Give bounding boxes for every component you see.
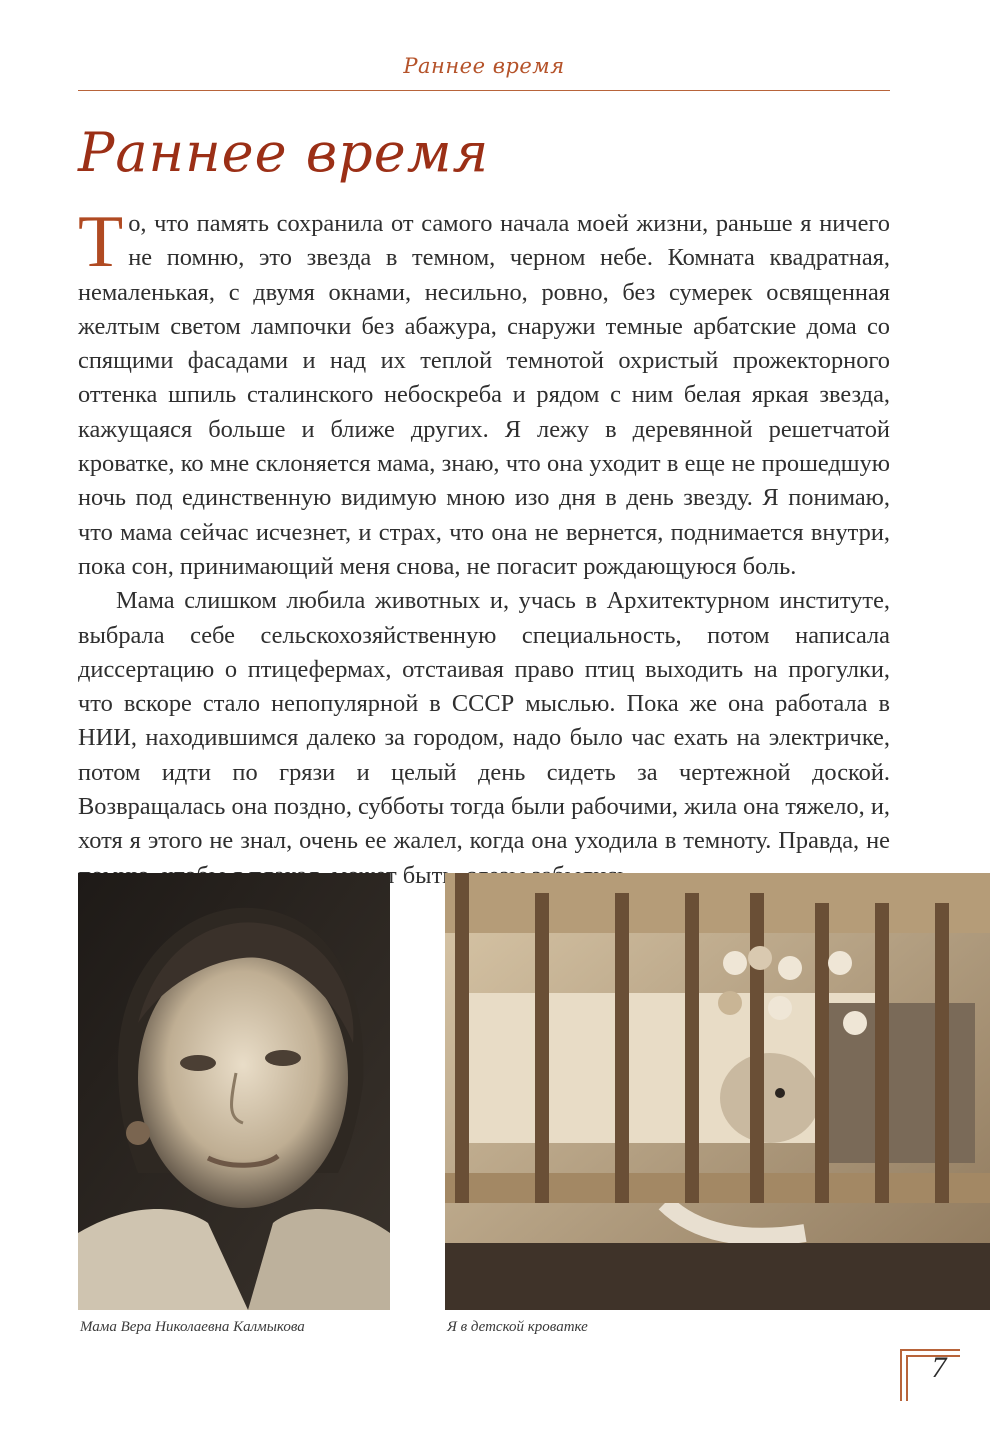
running-head-title: Раннее время: [403, 54, 565, 78]
paragraph-2: Мама слишком любила животных и, учась в Архитектурном институте, выбрала себе сельскохозяйственную специальность, потом написала диссертацию о птицефермах, отстаивая право птиц выходить на прогулки, что вскоре стало непопулярной в СССР мыслью. Пока же она работала в НИИ, находившимся далеко за городом, надо было час ехать на электричке, потом идти по грязи и целый день сидеть за чертежной доской. Возвращалась она поздно, субботы тогда были рабочими, жила она тяжело, и, хотя я этого не знал, очень ее жалел, когда она уходила в темноту. Правда, не быть,: [78, 587, 890, 889]
mother-portrait-photo: [78, 873, 390, 1310]
chapter-title: Раннее время: [78, 121, 490, 184]
frame-left-rule: [900, 1349, 902, 1401]
running-head: [78, 54, 890, 91]
paragraph-1: То, что память сохранила от самого начала моей жизни, раньше я ничего не помню, это звезда в темном, черном небе. Комната квадратная, немаленькая, с двумя окнами, несильно, ровно, без сумерек освященная желтым светом лампочки без абажура, снаружи темные арбатские дома со спящими фасадами и над их теплой темнотой охристый прожекторного оттенка шпиль сталинского небоскреба и рядом с ним белая яркая звезда, кажущаяся больше и ближе других. Я лежу в деревянной решетчатой кроватке, ко мне склоняется мама, знаю, что она уходит в еще не прошедшую ночь под единственную видимую мною изо дня в день звезду. Я понимаю, что мама сейчас исчезнет, и страх, что она не вернется, поднимается внутри, пока сон, принимающий меня снова, не погасит рождающуюся боль.: [78, 201, 890, 580]
crib-illustration: [445, 873, 990, 1310]
mother-photo-caption: Мама Вера Николаевна Калмыкова: [80, 1319, 305, 1335]
crib-photo-caption: Я в детской кроватке: [447, 1319, 588, 1335]
page-number: 7: [931, 1351, 947, 1384]
body-text: [78, 201, 890, 893]
crib-photo: [445, 873, 990, 1310]
frame-inner-left-rule: [906, 1355, 908, 1401]
mother-portrait-illustration: [78, 873, 390, 1310]
